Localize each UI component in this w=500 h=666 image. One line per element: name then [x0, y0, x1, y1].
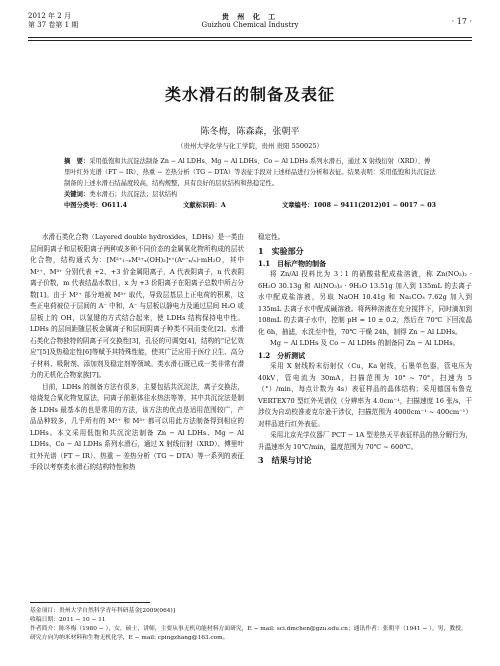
clc-number: 中图分类号：O611.4 [64, 202, 127, 209]
right-column [258, 232, 472, 467]
section-heading-results: 3 结果与讨论 [258, 455, 312, 465]
received-date: 收稿日期：2011 − 10 − 11 [30, 617, 106, 623]
article-title: 类水滑石的制备及表征 [164, 85, 335, 104]
abstract-label: 摘 要： [64, 158, 90, 165]
subsection-heading-preparation: 1.1 目标产物的制备 [258, 258, 327, 268]
preparation-paragraph: 将 Zn/Al 投料比为 3∶1 的硝酸盐配成盐溶液，称 Zn(NO₃)₂ · 6H₂O 30.13g 和 Al(NO₃)₃ · 9H₂O 13.51g 加入到 135mL 的去离子水中配成盐溶液，另取 NaOH 10.41g 和 Na₂CO₃ 7.62g 加入到 135mL 去离子水中配成碱溶液。将两种溶液在充分搅拌下，同时滴加到 108mL 的去离子水中，控制 pH = 10 ± 0.2，然后在 70℃ 下回流晶化 6h，抽滤，水洗至中性，70℃ 干燥 24h，制得 Zn − Al LDHs。 [258, 270, 472, 336]
intro-paragraph-2: 目前，LDHs 的制备方法有很多，主要包括共沉淀法，离子交换法，焙烧复合氧化物复原法，同离子前驱体往水热法等等，其中共沉淀法是制备 LDHs 最基本的也是常用的方法，该方法的优点是适用范围较广，产品品种较多，几乎所有的 M²⁺ 和 M³⁺ 都可以用此方法制备得到相应的 LDHs。本文采用低饱和共沉淀法制备 Zn − Al LDHs、Mg − Al LDHs、Co − Al LDHs 系列水滑石，通过 X 射线衍射（XRD）、傅里叶红外光谱（FT − IR）、热重 − 差热分析（TG − DTA）等一系列的表征手段以考察类水滑石的结构特性和热 [30, 382, 244, 471]
running-header [28, 12, 472, 38]
issue-date: 2012 年 2 月 [28, 12, 71, 20]
classification-line [64, 200, 436, 211]
article-number: 文章编号：1008 − 9411(2012)01 − 0017 − 03 [281, 202, 436, 209]
abstract [64, 156, 436, 189]
journal-name-cn: 贵 州 化 工 [221, 12, 279, 21]
affiliation: （贵州大学化学与化工学院，贵州 贵阳 550025） [177, 142, 323, 150]
fund-note: 基金项目：贵州大学自然科学青年科研基金[2009(064)] [30, 608, 176, 614]
header-rule-thin [28, 40, 472, 41]
journal-name [28, 12, 472, 30]
subsection-heading-analysis: 1.2 分析测试 [258, 350, 306, 360]
authors: 陈冬梅，陈森森，张朝平 [200, 127, 300, 137]
abstract-text: 采用低饱和共沉淀法制备 Zn − Al LDHs、Mg − Al LDHs、Co − Al LDHs 系列水滑石，通过 X 射线衍射（XRD）、傅里叶红外光谱（FT − IR）、热重 − 差热分析（TG − DTA）等表征手段对上述样品进行分析和表征。结果表明：采用低饱和共沉淀法制备的上述水滑石结晶度较高，结构规整，具有良好的层状结构和热稳定性。 [64, 158, 436, 187]
abstract-block [64, 156, 436, 211]
footnote-rule [30, 602, 150, 603]
keywords [64, 189, 436, 200]
intro-paragraph-1: 水滑石类化合物（Layered double hydroxides，LDHs）是一类由层间阴离子和层板阳离子两种或多种不同价态的金属氧化物所构成的层状化合物，结构通式为：[M²⁺₁₋ₓM³⁺ₓ(OH)₂]ˣ⁺(Aⁿ⁻ₓ/ₙ)·mH₂O，其中 M²⁺、M³⁺ 分别代表 +2、+3 价金属阳离子，A 代表阴离子，n 代表阴离子价数，m 代表结晶水数目，x 为 +3 价阳离子在阳离子总数中所占分数[1]。由于 M²⁺ 部分地被 M³⁺ 取代，导致层基层上正电荷的积累，这些正电荷被位于层间的 A⁻ 中和，A⁻ 与层板以静电力及通过层间 H₂O 或层板上的 OH，以氢键的方式结合起来，使 LDHs 结构保持电中性。LDHs 的层间距随层板金属离子和层间阴离子种类不同而变化[2]。水滑石类化合物独特的阴离子可交换性[3]，孔径的可调变[4]，结构的“记忆效应”[5]及热稳定性[6]等赋予其特殊性能，使其广泛应用于医疗卫生、高分子材料、吸附剂、添加剂及稳定剂等领域。类水滑石既已成一类非常有潜力的无机化合物家族[7]。 [30, 233, 244, 379]
keywords-text: 类水滑石；共沉淀法；层状结构 [89, 191, 178, 198]
keywords-label: 关键词： [64, 191, 90, 198]
journal-name-en: Guizhou Chemical Industry [201, 21, 299, 29]
analysis-paragraph-1: 采用 X 射线粉末衍射仪（Cu，Ka 射线，石墨单色器，管电压为 40kV，管电流为 30mA，扫描范围为 10° ~ 70°，扫速为 5（°）/min，每点计数为 4s）表征样品的晶体结构；采用德国布鲁克 VERTEX70 型红外光谱仪（分辨率为 4.0cm⁻¹，扫描速度 16 张/s，干涉仪为自动校准麦克尔逊干涉仪，扫描范围为 4000cm⁻¹ ~ 400cm⁻¹）对样品进行红外表征。 [258, 362, 472, 428]
author-bio: 作者简介：陈冬梅（1980 − ），女，硕士，讲师，主要从事无机功能材料方面研究，E − mail: sci.dmchen@gzu.edu.cn；通讯作者：张朝平（1941 − ），男，教授，研究方向为纳米材料和生物无机化学，E − mail: cpingzhang@163.com。 [30, 626, 467, 641]
page-number: · 17 · [451, 17, 472, 26]
intro-tail: 稳定性。 [258, 233, 285, 241]
left-column [30, 232, 244, 474]
analysis-paragraph-2: 采用北京光学仪器厂 PCT − 1A 型差热天平表征样品的热分解行为，升温速率为 10℃/min，温度范围为 70℃ ~ 600℃。 [258, 431, 472, 451]
document-code: 文献标识码：A [183, 202, 226, 209]
preparation-note: Mg − Al LDHs 及 Co − Al LDHs 的制备同 Zn − Al LDHs。 [270, 339, 460, 347]
header-rule [28, 37, 472, 38]
issue-volume: 第 37 卷第 1 期 [28, 21, 79, 29]
footnote [30, 607, 470, 643]
section-heading-experiment: 1 实验部分 [258, 245, 304, 256]
